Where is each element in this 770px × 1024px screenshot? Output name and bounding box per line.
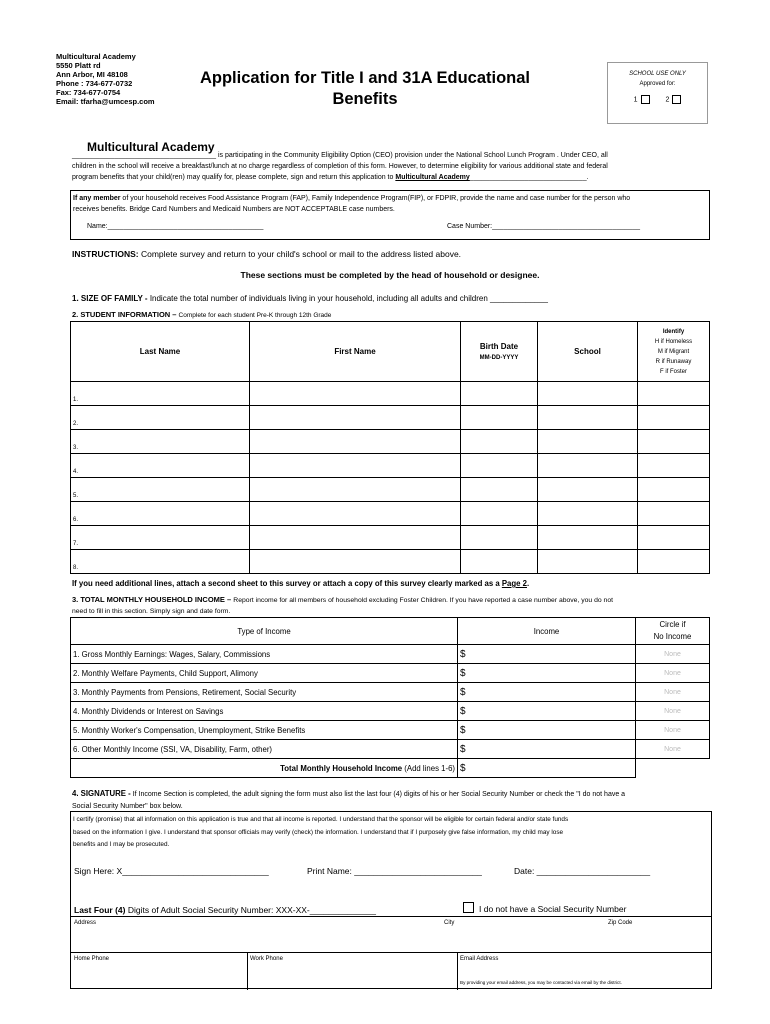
total-income-label (71, 759, 458, 778)
assistance-fields (73, 222, 707, 232)
intro-line3 (72, 173, 702, 182)
identify-cell[interactable] (638, 478, 710, 502)
birth-date-cell[interactable] (461, 406, 538, 430)
school-use-option2: 2 (665, 96, 670, 104)
form-title (170, 68, 560, 110)
section3-text1: Report income for all members of household excluding Foster Children. If you have reported a case number above, you do not (233, 597, 613, 604)
first-name-cell[interactable] (250, 406, 461, 430)
identify-line1: H if Homeless (654, 338, 693, 345)
date-field[interactable]: Date: ________________________ (514, 866, 651, 876)
first-name-cell[interactable] (250, 478, 461, 502)
additional-lines-page-ref: Page 2 (501, 579, 527, 588)
birth-date-cell[interactable] (461, 502, 538, 526)
table-row (71, 502, 710, 526)
school-cell[interactable] (538, 382, 638, 406)
col-circle-line1: Circle if (659, 620, 686, 629)
checkbox-icon[interactable] (463, 902, 474, 913)
first-name-cell[interactable] (250, 550, 461, 574)
school-cell[interactable] (538, 550, 638, 574)
birth-date-cell[interactable] (461, 478, 538, 502)
school-use-approved: Approved for: (639, 81, 676, 87)
additional-lines-note (72, 579, 529, 588)
intro-school-name: Multicultural Academy (87, 140, 215, 154)
last-four-row (74, 905, 376, 915)
col-first-name: First Name (250, 322, 461, 382)
table-row (71, 526, 710, 550)
school-address-email: Email: tfarha@umcesp.com (56, 97, 155, 106)
section-student-info (72, 310, 331, 319)
col-birth-date-label: Birth Date (479, 341, 519, 351)
no-income-option[interactable]: None (636, 664, 710, 683)
section-income (72, 594, 712, 617)
table-row (71, 702, 710, 721)
section4-line1 (72, 788, 712, 801)
birth-date-cell[interactable] (461, 526, 538, 550)
identify-cell[interactable] (638, 550, 710, 574)
income-amount-field[interactable]: $ (458, 740, 636, 759)
no-income-option[interactable]: None (636, 740, 710, 759)
intro-line1 (72, 151, 702, 160)
row-number[interactable]: 5. (71, 478, 250, 502)
section1-blank[interactable]: _____________ (490, 294, 548, 303)
last-four-text: Digits of Adult Social Security Number: XXX-XX- (127, 905, 310, 915)
identify-cell[interactable] (638, 382, 710, 406)
col-school: School (538, 322, 638, 382)
first-name-cell[interactable] (250, 430, 461, 454)
section2-sub: Complete for each student Pre-K through 12th Grade (178, 312, 332, 319)
instructions-label: INSTRUCTIONS: (72, 249, 139, 259)
address-field-label[interactable]: Address (74, 920, 97, 926)
school-address-block (56, 52, 155, 106)
table-row (71, 454, 710, 478)
row-number[interactable]: 7. (71, 526, 250, 550)
col-last-name: Last Name (71, 322, 250, 382)
col-circle-none (636, 618, 710, 645)
birth-date-cell[interactable] (461, 550, 538, 574)
row-number[interactable]: 1. (71, 382, 250, 406)
school-cell[interactable] (538, 454, 638, 478)
income-type-label: 6. Other Monthly Income (SSI, VA, Disability, Farm, other) (71, 740, 458, 759)
section4-text1: If Income Section is completed, the adult signing the form must also list the last four (4) digits of his or her Social Security Number or check the "I do not have a (132, 791, 626, 798)
section-signature (72, 788, 712, 813)
section3-text2: need to fill in this section. Simply sign and date form. (72, 608, 231, 615)
sections-notice: These sections must be completed by the head of household or designee. (240, 270, 540, 280)
intro-text2: children in the school will receive a breakfast/lunch at no charge regardless of completion of this form. However, to determine eligibility for various additional state and federal (72, 163, 608, 170)
section4-label: 4. SIGNATURE - (72, 789, 131, 798)
section-family-size (72, 294, 548, 303)
birth-date-cell[interactable] (461, 454, 538, 478)
section1-text: Indicate the total number of individuals living in your household, including all adults and children (149, 294, 488, 303)
total-blank-cell (636, 759, 710, 778)
home-phone-label: Home Phone (74, 956, 110, 962)
row-number[interactable]: 8. (71, 550, 250, 574)
section3-label: 3. TOTAL MONTHLY HOUSEHOLD INCOME – (72, 595, 232, 604)
assistance-name-line: ________________________________________ (107, 223, 264, 230)
no-income-option[interactable]: None (636, 683, 710, 702)
certify-line1: I certify (promise) that all information on this application is true and that all income is reported. I understand that the sponsor will be eligible for certain federal and/or state funds (73, 816, 569, 823)
col-type-of-income: Type of Income (71, 618, 458, 645)
col-identify (638, 322, 710, 382)
intro-blank-line: _____________________________________ (72, 152, 217, 159)
identify-cell[interactable] (638, 406, 710, 430)
student-table-header (71, 322, 710, 382)
instructions-text: Complete survey and return to your child's school or mail to the address listed above. (140, 249, 462, 259)
income-type-label: 1. Gross Monthly Earnings: Wages, Salary, Commissions (71, 645, 458, 664)
school-cell[interactable] (538, 478, 638, 502)
identify-line3: R if Runaway (655, 358, 692, 365)
no-ssn-label: I do not have a Social Security Number (479, 904, 627, 914)
first-name-cell[interactable] (250, 382, 461, 406)
section2-label: 2. STUDENT INFORMATION – (72, 310, 177, 319)
income-amount-field[interactable]: $ (458, 664, 636, 683)
certify-text (71, 812, 711, 854)
assistance-bold-lead: If any member (73, 195, 121, 202)
identify-cell[interactable] (638, 454, 710, 478)
table-row (71, 683, 710, 702)
intro-text3: program benefits that your child(ren) may qualify for, please complete, sign and return this application to (72, 174, 394, 181)
first-name-cell[interactable] (250, 454, 461, 478)
print-name-field[interactable]: Print Name: ___________________________ (307, 866, 482, 876)
school-cell[interactable] (538, 526, 638, 550)
no-income-option[interactable]: None (636, 721, 710, 740)
instructions (72, 249, 461, 259)
additional-lines-end: . (527, 579, 530, 588)
school-address-street: 5550 Platt rd (56, 61, 101, 70)
contact-row (71, 952, 711, 990)
student-table (70, 321, 710, 574)
intro-paragraph (72, 151, 702, 182)
section4-text2: Social Security Number" box below. (72, 803, 183, 810)
row-number[interactable]: 2. (71, 406, 250, 430)
income-table-header (71, 618, 710, 645)
identify-line4: F if Foster (659, 368, 687, 375)
income-total-row (71, 759, 710, 778)
assistance-text1: of your household receives Food Assistance Program (FAP), Family Independence Program(FIP), or FDPIR, provide the name and case number for the person who (122, 195, 631, 202)
sign-row (74, 866, 710, 876)
email-note: By providing your email address, you may be contacted via email by the district. (460, 980, 622, 985)
assistance-text2: receives benefits. Bridge Card Numbers and Medicaid Numbers are NOT ACCEPTABLE case numbers. (73, 206, 395, 213)
income-amount-field[interactable]: $ (458, 721, 636, 740)
income-type-label: 4. Monthly Dividends or Interest on Savings (71, 702, 458, 721)
table-row (71, 382, 710, 406)
assistance-box (70, 190, 710, 240)
checkbox-icon[interactable] (641, 95, 650, 104)
email-label: Email Address (460, 956, 499, 962)
school-address-name: Multicultural Academy (56, 52, 136, 61)
table-row (71, 721, 710, 740)
first-name-cell[interactable] (250, 502, 461, 526)
col-circle-line2: No Income (653, 632, 692, 641)
school-cell[interactable] (538, 502, 638, 526)
school-use-heading: SCHOOL USE ONLY (629, 71, 686, 77)
income-type-label: 2. Monthly Welfare Payments, Child Support, Alimony (71, 664, 458, 683)
col-income: Income (458, 618, 636, 645)
first-name-cell[interactable] (250, 526, 461, 550)
income-amount-field[interactable]: $ (458, 645, 636, 664)
col-birth-date-format: MM-DD-YYYY (479, 354, 519, 361)
income-type-label: 5. Monthly Worker's Compensation, Unemployment, Strike Benefits (71, 721, 458, 740)
table-row (71, 478, 710, 502)
identify-line0: Identify (662, 328, 685, 335)
signature-box (70, 811, 712, 989)
section1-label: 1. SIZE OF FAMILY - (72, 294, 148, 303)
income-type-label: 3. Monthly Payments from Pensions, Retirement, Social Security (71, 683, 458, 702)
identify-cell[interactable] (638, 526, 710, 550)
school-address-phone: Phone : 734-677-0732 (56, 79, 133, 88)
school-cell[interactable] (538, 406, 638, 430)
identify-line2: M if Migrant (657, 348, 690, 355)
col-birth-date (461, 322, 538, 382)
school-address-fax: Fax: 734-677-0754 (56, 88, 121, 97)
work-phone-label: Work Phone (250, 956, 283, 962)
total-income-note: (Add lines 1-6) (404, 763, 455, 773)
assistance-case-field[interactable] (447, 222, 640, 231)
no-ssn-option[interactable] (463, 902, 626, 914)
assistance-case-line: ______________________________________ (492, 223, 641, 230)
email-cell[interactable] (459, 953, 711, 990)
zip-field-label[interactable]: Zip Code (608, 920, 633, 926)
work-phone-cell[interactable] (248, 953, 458, 990)
assistance-name-label: Name: (87, 223, 108, 230)
table-row (71, 406, 710, 430)
checkbox-icon[interactable] (672, 95, 681, 104)
certify-line3: benefits and I may be prosecuted. (73, 841, 170, 848)
birth-date-cell[interactable] (461, 430, 538, 454)
last-four-input[interactable]: ______________ (309, 905, 376, 915)
no-income-option[interactable]: None (636, 645, 710, 664)
table-row (71, 645, 710, 664)
assistance-case-label: Case Number: (447, 223, 493, 230)
school-use-box (607, 62, 708, 124)
assistance-line1 (73, 194, 707, 203)
row-number[interactable]: 4. (71, 454, 250, 478)
table-row (71, 740, 710, 759)
intro-text1: is participating in the Community Eligibility Option (CEO) provision under the National School Lunch Program . Under CEO, all (218, 152, 608, 159)
school-cell[interactable] (538, 430, 638, 454)
address-row (71, 916, 711, 953)
form-title-line1: Application for Title I and 31A Educational (199, 69, 531, 87)
sign-here-field[interactable]: Sign Here: X_______________________________ (74, 866, 269, 876)
row-number[interactable]: 6. (71, 502, 250, 526)
identify-cell[interactable] (638, 502, 710, 526)
school-address-city: Ann Arbor, MI 48108 (56, 70, 128, 79)
income-amount-field[interactable]: $ (458, 683, 636, 702)
home-phone-cell[interactable] (71, 953, 248, 990)
school-use-options (608, 95, 707, 104)
row-number[interactable]: 3. (71, 430, 250, 454)
income-amount-field[interactable]: $ (458, 702, 636, 721)
additional-lines-text: If you need additional lines, attach a second sheet to this survey or attach a copy of this survey clearly marked as a (72, 579, 500, 588)
no-income-option[interactable]: None (636, 702, 710, 721)
income-table (70, 617, 710, 778)
identify-cell[interactable] (638, 430, 710, 454)
assistance-name-field[interactable] (87, 222, 263, 231)
intro-return-to: Multicultural Academy (395, 174, 470, 181)
section3-line1 (72, 594, 712, 606)
birth-date-cell[interactable] (461, 382, 538, 406)
certify-line2: based on the information I give. I understand that sponsor officials may verify (check) the information. I understand that if I purposely give false information, my child may lose (73, 828, 564, 836)
city-field-label[interactable]: City (444, 920, 455, 926)
table-row (71, 664, 710, 683)
intro-trailing-line: ______________________________. (469, 174, 589, 181)
school-use-option1: 1 (633, 96, 638, 104)
last-four-bold: Last Four (4) (74, 905, 126, 915)
form-title-line2: Benefits (332, 90, 398, 108)
total-income-field[interactable]: $ (458, 759, 636, 778)
table-row (71, 430, 710, 454)
total-income-label-bold: Total Monthly Household Income (280, 763, 403, 773)
table-row (71, 550, 710, 574)
